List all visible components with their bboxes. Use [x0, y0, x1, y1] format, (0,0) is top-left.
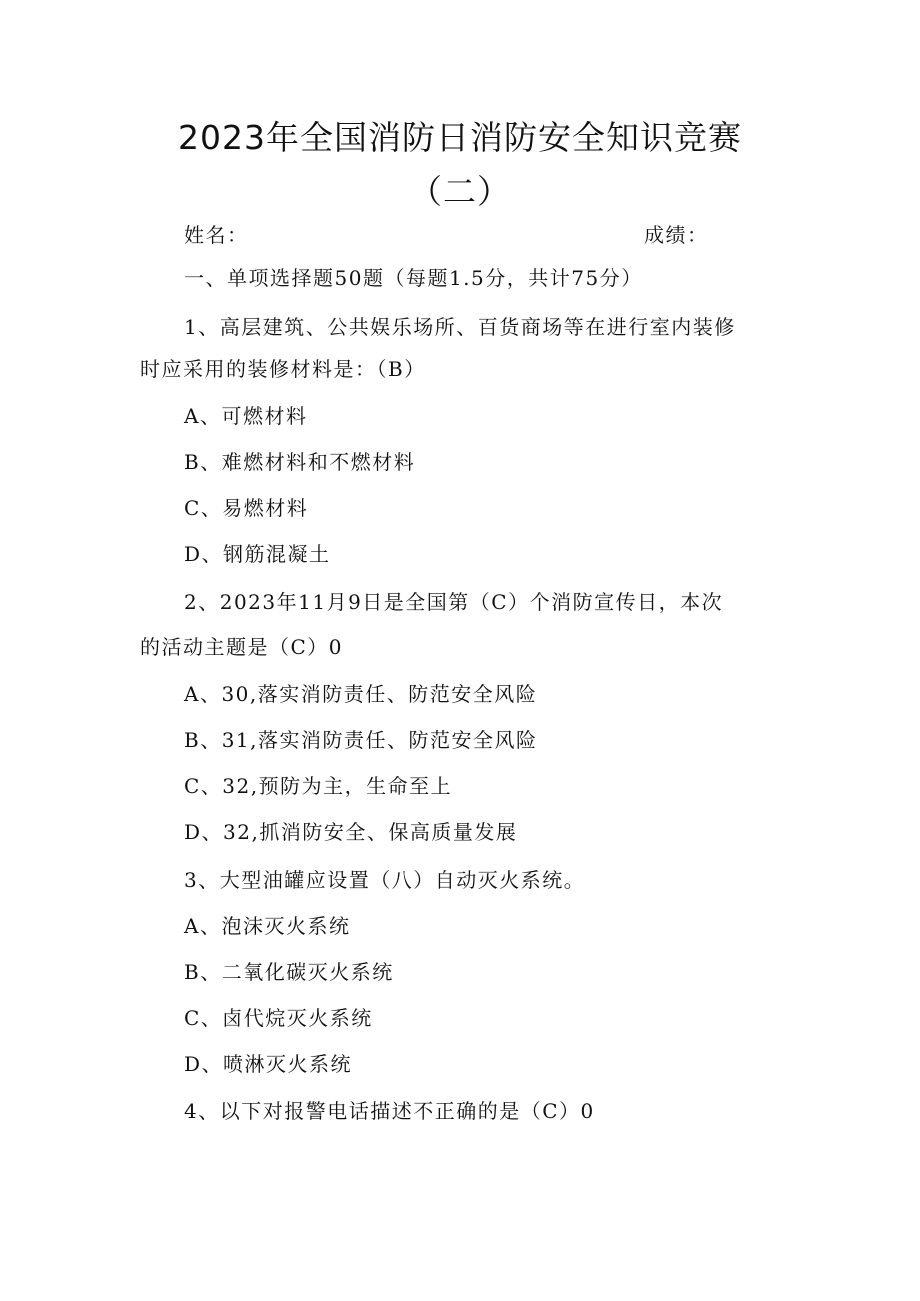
- question-4-stem-line1: 4、以下对报警电话描述不正确的是（C）0: [184, 1099, 595, 1123]
- document-subtitle: （二）: [409, 172, 511, 211]
- question-2-option-c: C、32,预防为主，生命至上: [184, 774, 453, 798]
- question-1-stem-line1: 1、高层建筑、公共娱乐场所、百货商场等在进行室内装修: [184, 315, 736, 339]
- question-1-option-d: D、钢筋混凝土: [184, 542, 331, 566]
- question-1-stem-line2: 时应采用的装修材料是：（B）: [140, 357, 426, 381]
- name-label: 姓名：: [184, 223, 249, 247]
- question-2-stem-line1: 2、2023年11月9日是全国第（C）个消防宣传日，本次: [184, 590, 724, 614]
- question-1-option-b: B、难燃材料和不燃材料: [184, 450, 416, 474]
- score-label: 成绩：: [644, 223, 709, 247]
- question-2-stem-line2: 的活动主题是（C）0: [140, 635, 344, 659]
- question-3-option-d: D、喷淋灭火系统: [184, 1052, 353, 1076]
- question-2-option-a: A、30,落实消防责任、防范安全风险: [184, 682, 538, 706]
- question-1-option-c: C、易燃材料: [184, 496, 309, 520]
- question-2-option-d: D、32,抓消防安全、保高质量发展: [184, 820, 518, 844]
- question-3-stem-line1: 3、大型油罐应设置（八）自动灭火系统。: [184, 868, 586, 892]
- question-3-option-c: C、卤代烷灭火系统: [184, 1006, 373, 1030]
- document-title: 2023年全国消防日消防安全知识竞赛: [178, 118, 742, 157]
- question-3-option-b: B、二氧化碳灭火系统: [184, 960, 394, 984]
- section-heading: 一、单项选择题50题（每题1.5分，共计75分）: [184, 266, 643, 290]
- question-3-option-a: A、泡沫灭火系统: [184, 914, 351, 938]
- question-2-option-b: B、31,落实消防责任、防范安全风险: [184, 728, 538, 752]
- question-1-option-a: A、可燃材料: [184, 404, 308, 428]
